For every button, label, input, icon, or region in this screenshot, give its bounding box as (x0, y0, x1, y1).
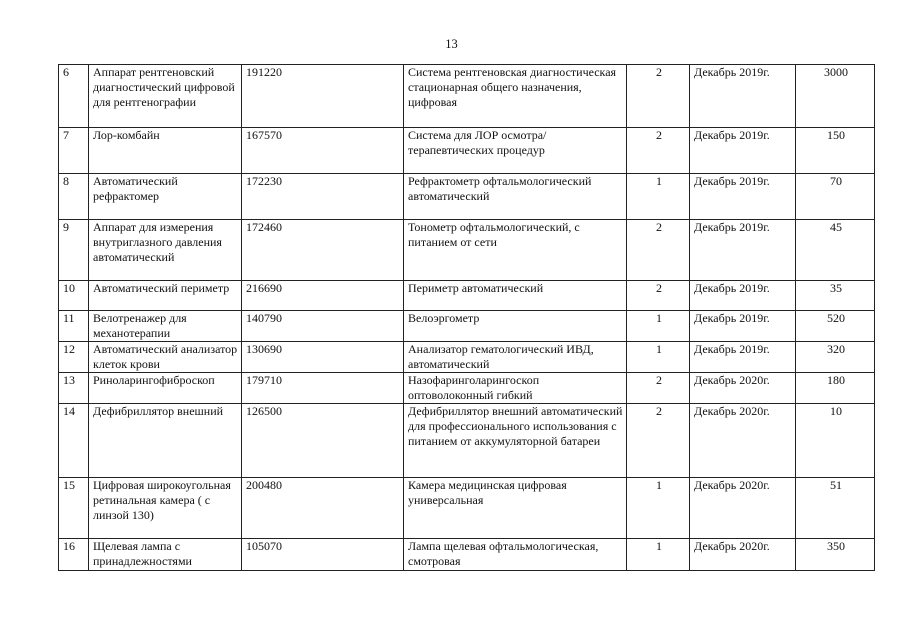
row-number-cell: 16 (59, 539, 89, 571)
delivery-date-cell: Декабрь 2019г. (690, 220, 796, 281)
equipment-code-cell: 130690 (242, 342, 404, 373)
delivery-date-cell: Декабрь 2019г. (690, 342, 796, 373)
equipment-description-cell: Дефибриллятор внешний автоматический для профессионального использования с питанием от аккумуляторной батареи (404, 404, 627, 478)
amount-cell: 150 (796, 128, 875, 174)
row-number-cell: 12 (59, 342, 89, 373)
quantity-cell: 2 (627, 65, 690, 128)
amount-cell: 10 (796, 404, 875, 478)
equipment-code-cell: 167570 (242, 128, 404, 174)
equipment-name-cell: Аппарат для измерения внутриглазного давления автоматический (89, 220, 242, 281)
delivery-date-cell: Декабрь 2020г. (690, 404, 796, 478)
table-row (59, 65, 875, 128)
quantity-cell: 2 (627, 373, 690, 404)
equipment-code-cell: 105070 (242, 539, 404, 571)
equipment-name-cell: Дефибриллятор внешний (89, 404, 242, 478)
equipment-description-cell: Система рентгеновская диагностическая стационарная общего назначения, цифровая (404, 65, 627, 128)
amount-cell: 350 (796, 539, 875, 571)
equipment-description-cell: Система для ЛОР осмотра/терапевтических процедур (404, 128, 627, 174)
table-row (59, 128, 875, 174)
delivery-date-cell: Декабрь 2019г. (690, 281, 796, 311)
row-number-cell: 15 (59, 478, 89, 539)
equipment-table (58, 64, 875, 571)
row-number-cell: 11 (59, 311, 89, 342)
equipment-description-cell: Лампа щелевая офтальмологическая, смотровая (404, 539, 627, 571)
row-number-cell: 9 (59, 220, 89, 281)
equipment-code-cell: 191220 (242, 65, 404, 128)
amount-cell: 51 (796, 478, 875, 539)
equipment-name-cell: Автоматический анализатор клеток крови (89, 342, 242, 373)
quantity-cell: 1 (627, 311, 690, 342)
quantity-cell: 1 (627, 174, 690, 220)
equipment-name-cell: Автоматический периметр (89, 281, 242, 311)
amount-cell: 520 (796, 311, 875, 342)
equipment-name-cell: Щелевая лампа с принадлежностями (89, 539, 242, 571)
row-number-cell: 8 (59, 174, 89, 220)
equipment-code-cell: 179710 (242, 373, 404, 404)
equipment-description-cell: Камера медицинская цифровая универсальная (404, 478, 627, 539)
equipment-code-cell: 200480 (242, 478, 404, 539)
equipment-name-cell: Автоматический рефрактомер (89, 174, 242, 220)
delivery-date-cell: Декабрь 2019г. (690, 128, 796, 174)
quantity-cell: 2 (627, 404, 690, 478)
equipment-code-cell: 172230 (242, 174, 404, 220)
equipment-code-cell: 126500 (242, 404, 404, 478)
equipment-description-cell: Тонометр офтальмологический, с питанием от сети (404, 220, 627, 281)
equipment-description-cell: Рефрактометр офтальмологический автоматический (404, 174, 627, 220)
quantity-cell: 2 (627, 281, 690, 311)
table-row (59, 373, 875, 404)
delivery-date-cell: Декабрь 2020г. (690, 373, 796, 404)
quantity-cell: 1 (627, 539, 690, 571)
amount-cell: 70 (796, 174, 875, 220)
equipment-description-cell: Периметр автоматический (404, 281, 627, 311)
row-number-cell: 14 (59, 404, 89, 478)
row-number-cell: 7 (59, 128, 89, 174)
equipment-code-cell: 216690 (242, 281, 404, 311)
equipment-description-cell: Анализатор гематологический ИВД, автоматический (404, 342, 627, 373)
table-row (59, 281, 875, 311)
row-number-cell: 10 (59, 281, 89, 311)
page-number: 13 (445, 37, 458, 51)
delivery-date-cell: Декабрь 2019г. (690, 311, 796, 342)
quantity-cell: 1 (627, 478, 690, 539)
quantity-cell: 1 (627, 342, 690, 373)
delivery-date-cell: Декабрь 2019г. (690, 65, 796, 128)
table-row (59, 404, 875, 478)
amount-cell: 45 (796, 220, 875, 281)
table-row (59, 342, 875, 373)
amount-cell: 35 (796, 281, 875, 311)
quantity-cell: 2 (627, 220, 690, 281)
delivery-date-cell: Декабрь 2019г. (690, 174, 796, 220)
equipment-description-cell: Назофаринголарингоскоп оптоволоконный гибкий (404, 373, 627, 404)
table-row (59, 174, 875, 220)
quantity-cell: 2 (627, 128, 690, 174)
equipment-code-cell: 140790 (242, 311, 404, 342)
amount-cell: 320 (796, 342, 875, 373)
delivery-date-cell: Декабрь 2020г. (690, 539, 796, 571)
amount-cell: 180 (796, 373, 875, 404)
equipment-name-cell: Велотренажер для механотерапии (89, 311, 242, 342)
table-row (59, 539, 875, 571)
row-number-cell: 13 (59, 373, 89, 404)
equipment-name-cell: Цифровая широкоугольная ретинальная камера ( с линзой 130) (89, 478, 242, 539)
table-row (59, 311, 875, 342)
table-row (59, 220, 875, 281)
equipment-name-cell: Аппарат рентгеновский диагностический цифровой для рентгенографии (89, 65, 242, 128)
equipment-name-cell: Риноларингофиброскоп (89, 373, 242, 404)
equipment-description-cell: Велоэргометр (404, 311, 627, 342)
equipment-code-cell: 172460 (242, 220, 404, 281)
amount-cell: 3000 (796, 65, 875, 128)
delivery-date-cell: Декабрь 2020г. (690, 478, 796, 539)
row-number-cell: 6 (59, 65, 89, 128)
table-row (59, 478, 875, 539)
equipment-name-cell: Лор-комбайн (89, 128, 242, 174)
